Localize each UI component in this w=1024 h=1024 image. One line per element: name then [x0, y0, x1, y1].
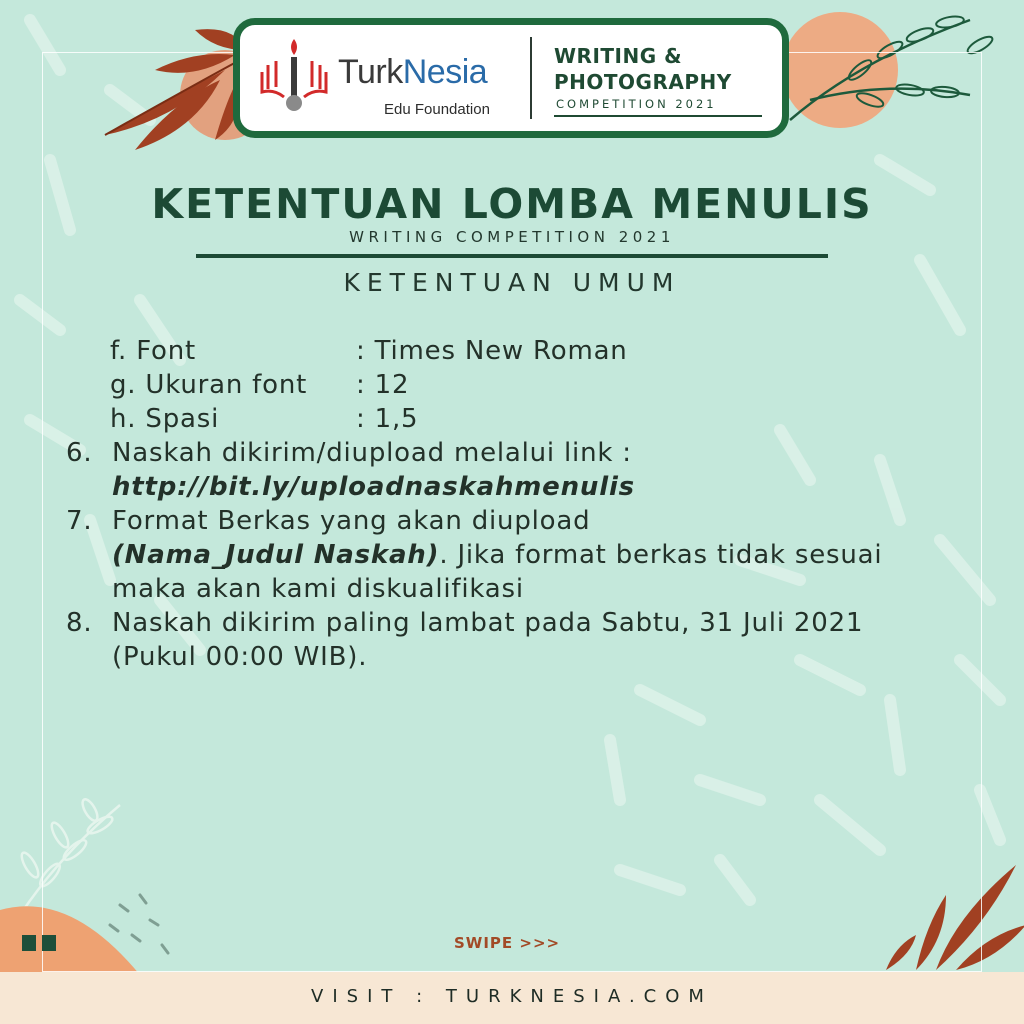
page-title: KETENTUAN LOMBA MENULIS	[151, 180, 873, 228]
page-indicator	[22, 935, 62, 955]
competition-year: COMPETITION 2021	[556, 97, 717, 111]
rule-item-6-link-row	[66, 470, 996, 504]
rule-item-7: 7. Format Berkas yang akan diupload	[66, 506, 591, 536]
org-subtitle: Edu Foundation	[384, 101, 490, 118]
swipe-prompt[interactable]: SWIPE >>>	[454, 934, 561, 952]
rule-item-8: 8. Naskah dikirim paling lambat pada Sabtu, 31 Juli 2021	[66, 608, 864, 638]
competition-underline	[554, 115, 762, 117]
rule-sub-item: f. Font : Times New Roman	[110, 336, 628, 366]
rule-sub-item: h. Spasi : 1,5	[110, 404, 419, 434]
title-divider	[196, 254, 828, 258]
file-format-name: (Nama_Judul Naskah)	[112, 540, 440, 570]
turknesia-logo-icon	[254, 37, 334, 119]
footer-website[interactable]: VISIT : TURKNESIA.COM	[311, 986, 713, 1007]
rule-item-8-line2: (Pukul 00:00 WIB).	[112, 642, 368, 672]
footer-bar	[0, 972, 1024, 1024]
upload-link[interactable]: http://bit.ly/uploadnaskahmenulis	[112, 472, 635, 502]
rule-item-7-line2: (Nama_Judul Naskah). Jika format berkas tidak sesuai	[112, 540, 883, 570]
rule-item-6: 6. Naskah dikirim/diupload melalui link :	[66, 438, 632, 468]
header-divider	[530, 37, 532, 119]
section-title: KETENTUAN UMUM	[343, 268, 681, 297]
rules-list	[66, 334, 996, 674]
org-name: TurkNesia	[338, 53, 488, 91]
rule-item-7-line3: maka akan kami diskualifikasi	[112, 574, 524, 604]
header-card	[233, 18, 789, 138]
competition-title: WRITING & PHOTOGRAPHY	[554, 44, 732, 94]
page-subtitle: WRITING COMPETITION 2021	[349, 228, 675, 246]
rule-sub-item: g. Ukuran font : 12	[110, 370, 410, 400]
